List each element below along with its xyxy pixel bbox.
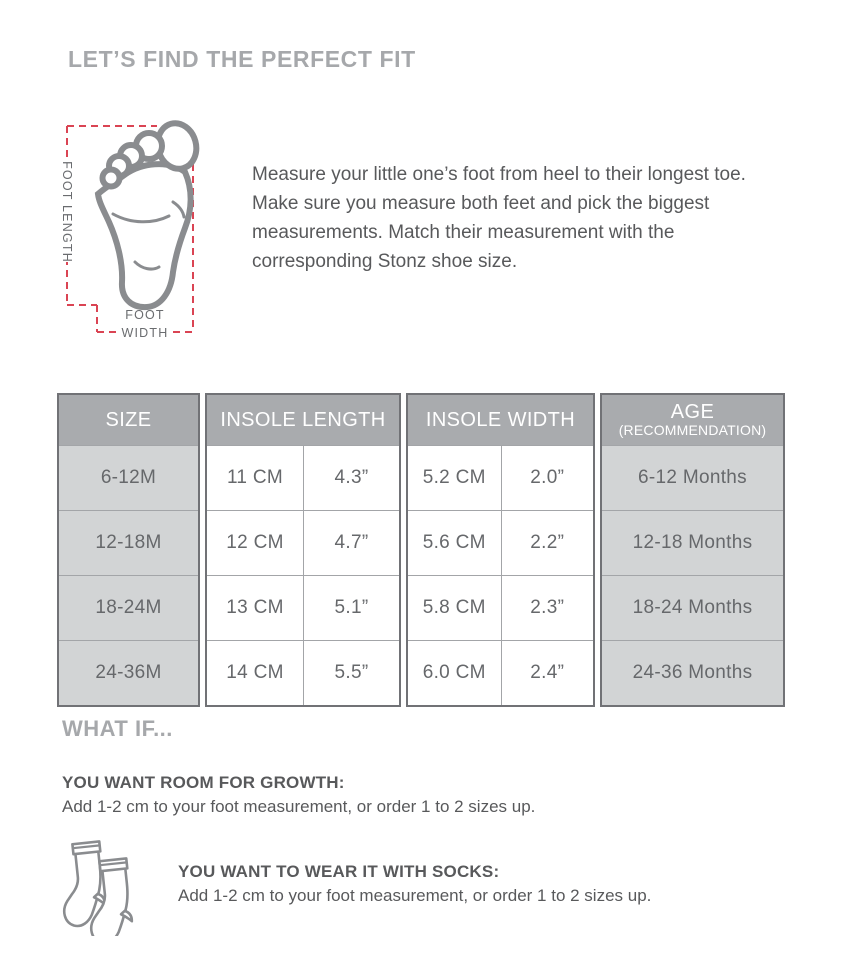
foot-width-label-line1: FOOT [125, 308, 165, 322]
length-cm-cell: 12 CM [207, 510, 303, 575]
age-cell: 6-12 Months [602, 445, 783, 510]
insole-length-group [205, 393, 401, 707]
size-header: SIZE [59, 395, 198, 445]
age-cell: 12-18 Months [602, 510, 783, 575]
size-column-group [57, 393, 200, 707]
length-in-cell: 4.7” [303, 510, 399, 575]
size-cell: 12-18M [59, 510, 198, 575]
insole-length-header: INSOLE LENGTH [207, 395, 399, 445]
width-cm-cell: 5.8 CM [408, 575, 501, 640]
insole-width-header: INSOLE WIDTH [408, 395, 593, 445]
length-cm-cell: 14 CM [207, 640, 303, 705]
size-cell: 6-12M [59, 445, 198, 510]
width-in-cell: 2.2” [501, 510, 594, 575]
foot-measurement-diagram [55, 110, 205, 348]
room-for-growth-note [62, 771, 682, 819]
age-header-sub: (RECOMMENDATION) [618, 422, 767, 439]
socks-note-text-block [178, 860, 651, 908]
socks-heading: YOU WANT TO WEAR IT WITH SOCKS: [178, 862, 500, 881]
age-column-group [600, 393, 785, 707]
length-cm-cell: 11 CM [207, 445, 303, 510]
page-title: LET’S FIND THE PERFECT FIT [68, 46, 416, 72]
width-in-cell: 2.0” [501, 445, 594, 510]
growth-text: Add 1-2 cm to your foot measurement, or order 1 to 2 sizes up. [62, 797, 536, 816]
foot-outline-icon [98, 119, 201, 307]
age-header [602, 395, 783, 445]
socks-icon [56, 838, 156, 936]
size-cell: 24-36M [59, 640, 198, 705]
width-cm-cell: 6.0 CM [408, 640, 501, 705]
foot-width-label-line2: WIDTH [121, 326, 169, 340]
wear-with-socks-note [56, 838, 651, 936]
measure-instructions: Measure your little one’s foot from heel to their longest toe. Make sure you measure both feet and pick the biggest measurements. Match their measurement with the corresponding Stonz shoe size. [252, 164, 746, 272]
width-in-cell: 2.4” [501, 640, 594, 705]
insole-width-group [406, 393, 595, 707]
length-in-cell: 5.5” [303, 640, 399, 705]
length-cm-cell: 13 CM [207, 575, 303, 640]
what-if-heading: WHAT IF... [62, 716, 173, 741]
size-chart-table [57, 393, 785, 707]
width-in-cell: 2.3” [501, 575, 594, 640]
socks-text: Add 1-2 cm to your foot measurement, or order 1 to 2 sizes up. [178, 886, 652, 905]
age-cell: 24-36 Months [602, 640, 783, 705]
width-cm-cell: 5.6 CM [408, 510, 501, 575]
age-header-main: AGE [670, 401, 715, 424]
length-in-cell: 5.1” [303, 575, 399, 640]
size-cell: 18-24M [59, 575, 198, 640]
foot-length-label: FOOT LENGTH [60, 161, 74, 263]
age-cell: 18-24 Months [602, 575, 783, 640]
growth-heading: YOU WANT ROOM FOR GROWTH: [62, 773, 345, 792]
width-cm-cell: 5.2 CM [408, 445, 501, 510]
length-in-cell: 4.3” [303, 445, 399, 510]
